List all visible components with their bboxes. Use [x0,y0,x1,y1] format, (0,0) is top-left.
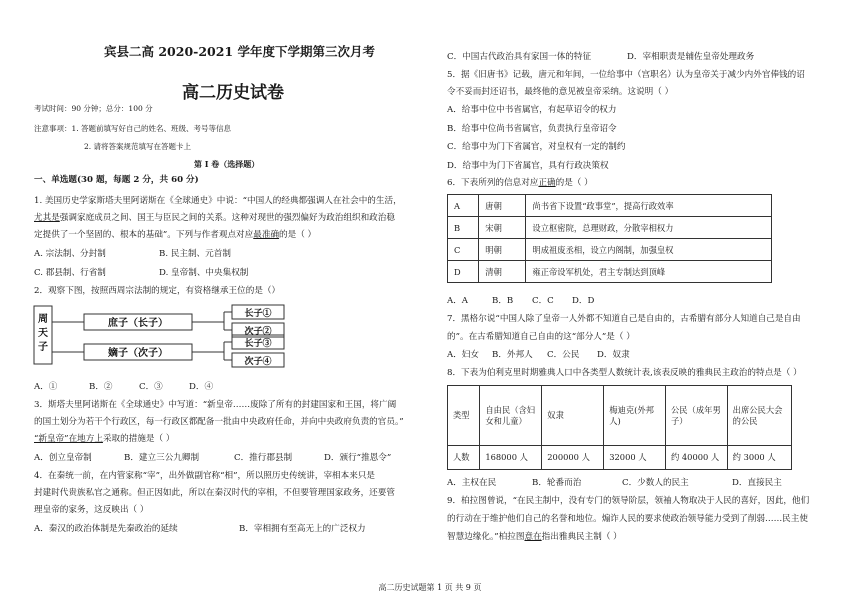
diagram-branch-1: 庶子（长子） [108,318,168,329]
table-row [448,195,772,217]
q3-option-b[interactable]: B．建立三公九卿制 [124,453,200,463]
q1-option-c[interactable]: C. 郡县制、行省制 [34,268,106,278]
table-row [448,386,792,446]
q3-option-d[interactable]: D．颁行“推恩令” [324,453,392,463]
table-header: 自由民（含妇女和儿童） [480,386,542,446]
table-cell: C [448,239,479,261]
q4-option-b[interactable]: B．宰相拥有至高无上的广泛权力 [239,524,366,534]
q1-option-d[interactable]: D. 皇帝制、中央集权制 [159,268,249,278]
succession-diagram [14,302,314,382]
section-heading: 第 I 卷（选择题） [194,159,260,169]
table-cell: 宋朝 [479,217,526,239]
table-row [448,446,792,470]
q2-option-c[interactable]: C．③ [139,382,163,392]
q3-option-c[interactable]: C．推行郡县制 [234,453,293,463]
q4-line3: 理皇帝的家务，这反映出（ ） [34,505,149,515]
table-cell: 32000 人 [604,446,666,470]
q4-line1: 4．在秦统一前，在内管家称“宰”，出外做副官称“相”，所以照历史传统讲，宰相本来只是 [34,471,376,481]
q3-line1: 3．斯塔夫里阿诺斯在《全球通史》中写道：“新皇帝……废除了所有的封建国家和王国，将广阔 [34,400,397,410]
q5-option-c[interactable]: C．给事中为门下省属官，对皇权有一定的制约 [447,142,626,152]
q9-line3: 智慧边缘化。”柏拉图意在指出雅典民主制（ ） [447,532,622,542]
q1-line3: 定提供了一个坚固的、根本的基础”。下列与作者观点对应最准确的是（ ） [34,230,317,240]
q1-line2: 尤其是强调家庭成员之间、国王与臣民之间的关系。这种对现世的强烈偏好为政治组织和政治稳 [34,213,395,223]
diagram-leaf-1: 长子① [244,309,272,319]
q6-option-a[interactable]: A．A [447,296,469,306]
q6-option-c[interactable]: C．C [532,296,554,306]
diagram-branch-2: 嫡子（次子） [108,348,168,359]
table-cell: 雍正帝设军机处，君主专制达到顶峰 [526,261,772,283]
table-header: 类型 [448,386,480,446]
q7-option-c[interactable]: C．公民 [547,350,580,360]
table-cell: 明成祖废丞相，设立内阁制，加强皇权 [526,239,772,261]
table-cell: 约 3000 人 [727,446,791,470]
q4-option-a[interactable]: A．秦汉的政治体制是先秦政治的延续 [34,524,178,534]
diagram-leaf-3: 长子③ [244,339,272,349]
diagram-root-char3: 子 [38,342,48,353]
q2-option-b[interactable]: B．② [89,382,113,392]
q8-stem: 8．下表为伯利克里时期雅典人口中各类型人数统计表,该表反映的雅典民主政治的特点是（ ） [447,368,802,378]
q7-line2: 的”。在古希腊知道自己自由的这“部分人”是（ ） [447,332,635,342]
q6-option-b[interactable]: B．B [492,296,514,306]
table-cell: 168000 人 [480,446,542,470]
q4-option-c[interactable]: C．中国古代政治具有家国一体的特征 [447,52,592,62]
q4-option-d[interactable]: D．宰相职责是辅佐皇帝处理政务 [627,52,755,62]
q8-table [447,385,792,470]
q1-option-a[interactable]: A. 宗法制、分封制 [34,249,106,259]
table-cell: 清朝 [479,261,526,283]
table-cell: B [448,217,479,239]
page-footer: 高二历史试题第 1 页 共 9 页 [378,583,482,592]
q5-line1: 5．据《旧唐书》记载，唐元和年间，一位给事中（宫职名）认为皇帝关于减少内外官俸钱的诏 [447,70,805,80]
q6-option-d[interactable]: D．D [572,296,595,306]
diagram-leaf-4: 次子④ [244,357,272,367]
q3-line2: 的国土划分为若干个行政区，每一行政区都配备一批由中央政府任命，并向中央政府负责的官员。” [34,417,404,427]
exam-title: 宾县二高 2020-2021 学年度下学期第三次月考 [104,44,375,59]
q5-option-d[interactable]: D．给事中为门下省属官，具有行政决策权 [447,161,609,171]
table-cell: 约 40000 人 [665,446,727,470]
q7-line1: 7．黑格尔说“中国人除了皇帝一人外都不知道自己是自由的，古希腊有部分人知道自己是自由 [447,314,801,324]
table-header: 公民（成年男子） [665,386,727,446]
notice-1: 注意事项：1. 答题前填写好自己的姓名、班级、考号等信息 [34,124,232,133]
q5-option-b[interactable]: B．给事中位尚书省属官，负责执行皇帝诏令 [447,124,617,134]
diagram-root-char2: 天 [38,328,48,339]
table-row [448,261,772,283]
table-cell: 200000 人 [542,446,604,470]
table-cell: A [448,195,479,217]
q8-option-c[interactable]: C．少数人的民主 [622,478,689,488]
q6-table [447,194,772,283]
q4-line2: 封建时代贵族私官之通称。但正因如此，所以在秦汉时代的宰相，不但要管理国家政务，还要管 [34,488,395,498]
table-header: 梅迪克(外邦人) [604,386,666,446]
table-cell: D [448,261,479,283]
q9-line2: 的行动在于维护他们自己的名誉和地位。煽诈人民的要求使政治领导能力受到了削弱……民主使 [447,514,808,524]
q3-line3: “新皇帝”在地方上采取的措施是（ ） [34,434,175,444]
q7-option-a[interactable]: A．妇女 [447,350,479,360]
table-cell: 尚书省下设置“政事堂”，提高行政效率 [526,195,772,217]
q3-option-a[interactable]: A．创立皇帝制 [34,453,92,463]
part-heading: 一、单选题(30 题，每题 2 分，共 60 分) [34,175,199,185]
table-row [448,217,772,239]
q8-option-d[interactable]: D．直接民主 [732,478,782,488]
exam-info: 考试时间：90 分钟；总分：100 分 [34,104,153,113]
q8-option-b[interactable]: B．轮番而治 [532,478,582,488]
q6-stem: 6．下表所列的信息对应正确的是（ ） [447,178,593,188]
q9-line1: 9．柏拉图曾说，“在民主制中，没有专门的领导阶层，领袖人物取决于人民的喜好，因此，他们 [447,496,810,506]
q8-option-a[interactable]: A．主权在民 [447,478,497,488]
table-cell: 唐朝 [479,195,526,217]
diagram-root-char1: 周 [38,314,48,325]
q1-line1: 1. 美国历史学家斯塔夫里阿诺斯在《全球通史》中说：“中国人的经典都强调人在社会中的生活， [34,196,402,206]
q1-option-b[interactable]: B. 民主制、元首制 [159,249,231,259]
notice-2: 2. 请将答案规范填写在答题卡上 [84,142,192,151]
diagram-leaf-2: 次子② [244,327,272,337]
q2-option-a[interactable]: A．① [34,382,58,392]
table-row [448,239,772,261]
q2-option-d[interactable]: D．④ [189,382,214,392]
table-header: 出席公民大会的公民 [727,386,791,446]
table-cell: 明朝 [479,239,526,261]
q7-option-b[interactable]: B．外邦人 [492,350,533,360]
q5-option-a[interactable]: A．给事中位中书省属官，有起草诏令的权力 [447,105,617,115]
q5-line2: 令不妥而封还诏书，最终他的意见被皇帝采纳。这说明（ ） [447,87,674,97]
table-header: 奴隶 [542,386,604,446]
q7-option-d[interactable]: D．奴隶 [597,350,630,360]
table-cell: 设立枢密院，总理财政，分散宰相权力 [526,217,772,239]
exam-subtitle: 高二历史试卷 [182,83,284,103]
table-cell: 人数 [448,446,480,470]
q2-stem: 2．观察下图，按照西周宗法制的规定，有资格继承王位的是（） [34,286,281,296]
